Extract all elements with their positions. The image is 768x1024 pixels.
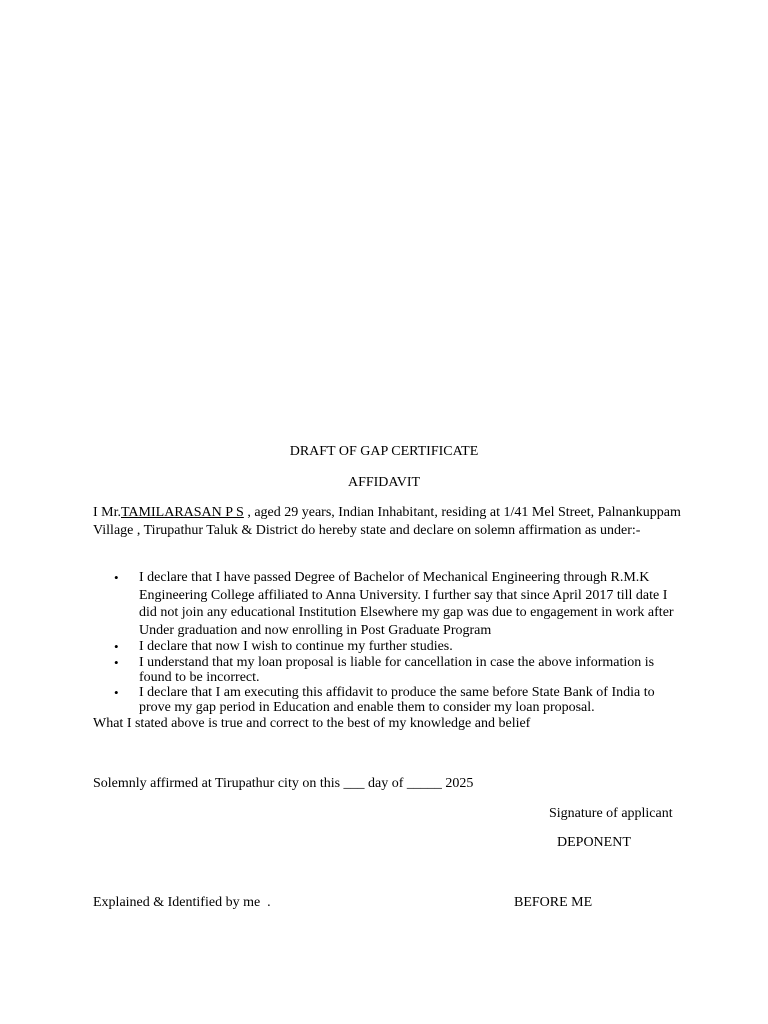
applicant-name: TAMILARASAN P S [121, 505, 244, 520]
intro-prefix: I Mr. [93, 505, 121, 520]
before-me-label: BEFORE ME [514, 895, 593, 910]
list-item [93, 569, 683, 639]
declaration-text: I declare that I am executing this affidavit to produce the same before State Bank of India to prove my gap period in Education and enable them to consider my loan proposal. [139, 685, 655, 716]
explained-identified-label: Explained & Identified by me . [93, 895, 271, 910]
document-title: DRAFT OF GAP CERTIFICATE [289, 444, 479, 459]
declaration-text: I declare that I have passed Degree of Bachelor of Mechanical Engineering through R.M.K Engineering College affiliated to Anna University. I further say that since April 2017 till date I did not join any educational Institution Elsewhere my gap was due to engagement in work after Under graduation and now enrolling in Post Graduate Program [139, 570, 674, 638]
bullet-icon: • [114, 685, 119, 701]
signature-label: Signature of applicant [549, 806, 673, 821]
bullet-icon: • [114, 639, 119, 655]
declaration-text: I declare that now I wish to continue my further studies. [139, 639, 453, 655]
list-item [93, 655, 683, 685]
list-item [93, 639, 683, 655]
bullet-icon: • [114, 570, 119, 585]
deponent-label: DEPONENT [557, 835, 631, 850]
document-subtitle: AFFIDAVIT [347, 475, 421, 490]
intro-rest: , aged 29 years, Indian Inhabitant, residing at 1/41 Mel Street, Palnankuppam Village , Tirupathur Taluk & District do hereby state and declare on solemn affirmation as under:- [93, 505, 681, 538]
declarations-list [93, 569, 683, 715]
list-item [93, 685, 683, 715]
declaration-text: I understand that my loan proposal is liable for cancellation in case the above information is found to be incorrect. [139, 655, 655, 686]
intro-paragraph [93, 504, 683, 539]
bullet-icon: • [114, 655, 119, 671]
solemnly-affirmed-line: Solemnly affirmed at Tirupathur city on this ___ day of _____ 2025 [93, 776, 474, 791]
closing-statement: What I stated above is true and correct to the best of my knowledge and belief [93, 716, 531, 731]
